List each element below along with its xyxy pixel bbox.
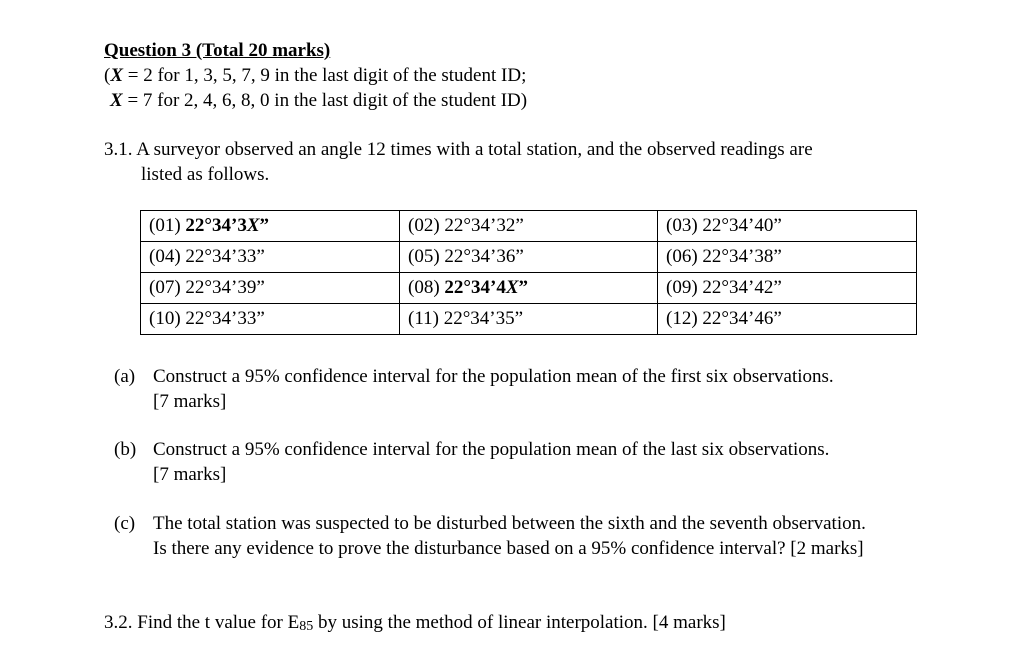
observation-value: 22°34’46” bbox=[702, 308, 782, 329]
observation-index: (07) bbox=[149, 277, 186, 298]
observation-value bbox=[185, 215, 269, 236]
rule-text: = 7 for 2, 4, 6, 8, 0 in the last digit of the student ID) bbox=[122, 90, 528, 111]
observation-value: 22°34’42” bbox=[702, 277, 782, 298]
part-c-label: (c) bbox=[114, 513, 136, 534]
observation-value: 22°34’33” bbox=[185, 308, 265, 329]
observation-cell bbox=[141, 273, 400, 304]
observation-cell bbox=[400, 304, 658, 335]
observation-value: 22°34’40” bbox=[702, 215, 782, 236]
observation-index: (08) bbox=[408, 277, 445, 298]
observation-value: 22°34’35” bbox=[443, 308, 524, 329]
table-row bbox=[141, 211, 917, 242]
variable-rule-line-1 bbox=[104, 65, 526, 87]
observation-index: (05) bbox=[408, 246, 445, 267]
value-part: 22°34’4 bbox=[444, 277, 506, 298]
rule-text: = 2 for 1, 3, 5, 7, 9 in the last digit of the student ID; bbox=[123, 65, 527, 86]
section-3-2-question bbox=[104, 612, 726, 638]
part-a-marks: [7 marks] bbox=[153, 391, 227, 412]
value-variable-x: X bbox=[246, 215, 260, 236]
part-b-label: (b) bbox=[114, 439, 137, 460]
observations-table bbox=[140, 210, 917, 335]
question-text: by using the method of linear interpolation. [4 marks] bbox=[313, 612, 726, 633]
observation-index: (03) bbox=[666, 215, 703, 236]
question-heading: Question 3 (Total 20 marks) bbox=[104, 40, 331, 61]
value-part: ” bbox=[518, 277, 529, 298]
table-row bbox=[141, 273, 917, 304]
observation-index: (10) bbox=[149, 308, 186, 329]
part-a-text: Construct a 95% confidence interval for the population mean of the first six observations. bbox=[153, 366, 834, 387]
subscript: 85 bbox=[299, 619, 314, 634]
observation-value: 22°34’36” bbox=[444, 246, 524, 267]
variable-rule-line-2 bbox=[110, 90, 527, 112]
section-3-1-intro-cont: listed as follows. bbox=[141, 164, 270, 185]
observation-index: (04) bbox=[149, 246, 186, 267]
observation-value: 22°34’33” bbox=[185, 246, 265, 267]
observation-value: 22°34’32” bbox=[444, 215, 524, 236]
value-part: 22°34’3 bbox=[185, 215, 247, 236]
question-text: 3.2. Find the t value for E bbox=[104, 612, 300, 633]
observation-cell bbox=[658, 273, 917, 304]
observation-index: (09) bbox=[666, 277, 703, 298]
observation-cell bbox=[658, 304, 917, 335]
observation-value bbox=[444, 277, 528, 298]
part-b-marks: [7 marks] bbox=[153, 464, 227, 485]
observation-index: (01) bbox=[149, 215, 186, 236]
observation-cell bbox=[400, 273, 658, 304]
table-row bbox=[141, 242, 917, 273]
observation-cell bbox=[658, 211, 917, 242]
observation-cell bbox=[141, 242, 400, 273]
value-part: ” bbox=[259, 215, 270, 236]
part-c-text: The total station was suspected to be disturbed between the sixth and the seventh observation. bbox=[153, 513, 866, 534]
observation-cell bbox=[400, 211, 658, 242]
rule-open-paren: ( bbox=[104, 65, 111, 86]
observation-value: 22°34’38” bbox=[702, 246, 782, 267]
observation-value: 22°34’39” bbox=[185, 277, 265, 298]
observation-cell bbox=[141, 211, 400, 242]
part-c-text-cont: Is there any evidence to prove the disturbance based on a 95% confidence interval? [2 marks] bbox=[153, 538, 864, 559]
observation-index: (06) bbox=[666, 246, 703, 267]
observation-cell bbox=[141, 304, 400, 335]
observation-index: (11) bbox=[408, 308, 444, 329]
observation-index: (02) bbox=[408, 215, 445, 236]
section-3-1-intro: 3.1. A surveyor observed an angle 12 times with a total station, and the observed readings are bbox=[104, 139, 813, 160]
observation-cell bbox=[400, 242, 658, 273]
rule-variable-x: X bbox=[110, 65, 124, 86]
value-variable-x: X bbox=[505, 277, 519, 298]
table-row bbox=[141, 304, 917, 335]
rule-variable-x: X bbox=[110, 90, 123, 111]
observation-cell bbox=[658, 242, 917, 273]
part-a-label: (a) bbox=[114, 366, 136, 387]
observation-index: (12) bbox=[666, 308, 703, 329]
part-b-text: Construct a 95% confidence interval for the population mean of the last six observations. bbox=[153, 439, 830, 460]
